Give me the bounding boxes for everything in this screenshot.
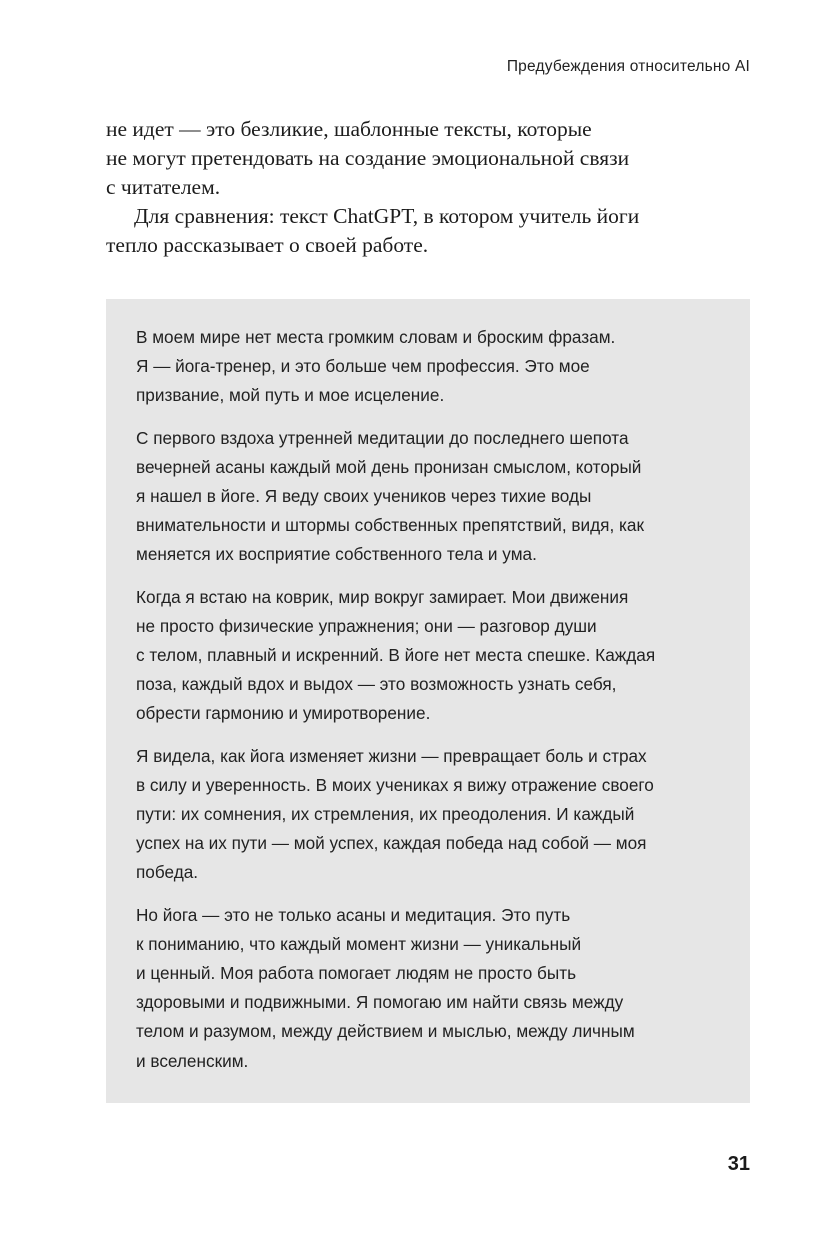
- quote-paragraph: [136, 742, 720, 888]
- quote-line: меняется их восприятие собственного тела и ума.: [136, 544, 537, 565]
- quote-line: с телом, плавный и искренний. В йоге нет места спешке. Каждая: [136, 645, 656, 666]
- quote-line: призвание, мой путь и мое исцеление.: [136, 385, 445, 406]
- quote-line: Я — йога-тренер, и это больше чем профессия. Это мое: [136, 356, 590, 377]
- quote-line: Я видела, как йога изменяет жизни — превращает боль и страх: [136, 745, 647, 766]
- quote-line: в силу и уверенность. В моих учениках я вижу отражение своего: [136, 774, 654, 795]
- quote-paragraph: [136, 583, 720, 729]
- quote-line: не просто физические упражнения; они — разговор души: [136, 615, 597, 636]
- body-text: [106, 115, 666, 260]
- chatgpt-quote-box: [106, 299, 750, 1103]
- quote-line: обрести гармонию и умиротворение.: [136, 703, 431, 724]
- body-line: Для сравнения: текст ChatGPT, в котором учитель йоги: [134, 204, 640, 228]
- quote-line: и ценный. Моя работа помогает людям не просто быть: [136, 963, 577, 984]
- body-line: не могут претендовать на создание эмоциональной связи: [106, 146, 630, 170]
- quote-line: победа.: [136, 862, 199, 883]
- quote-line: Но йога — это не только асаны и медитация. Это путь: [136, 904, 571, 925]
- quote-line: пути: их сомнения, их стремления, их преодоления. И каждый: [136, 804, 635, 825]
- quote-line: я нашел в йоге. Я веду своих учеников через тихие воды: [136, 486, 592, 507]
- quote-paragraph: [136, 901, 720, 1076]
- quote-line: Когда я встаю на коврик, мир вокруг замирает. Мои движения: [136, 586, 629, 607]
- quote-line: вечерней асаны каждый мой день пронизан смыслом, который: [136, 456, 642, 477]
- body-line: с читателем.: [106, 175, 221, 199]
- quote-line: успех на их пути — мой успех, каждая победа над собой — моя: [136, 833, 647, 854]
- quote-line: к пониманию, что каждый момент жизни — уникальный: [136, 933, 582, 954]
- body-line: не идет — это безликие, шаблонные тексты, которые: [106, 117, 592, 141]
- quote-line: и вселенским.: [136, 1050, 249, 1071]
- running-head: Предубеждения относительно AI: [506, 58, 750, 75]
- page-number: 31: [727, 1153, 750, 1175]
- quote-line: телом и разумом, между действием и мыслью, между личным: [136, 1021, 635, 1042]
- quote-line: внимательности и штормы собственных препятствий, видя, как: [136, 515, 644, 536]
- quote-paragraph: [136, 323, 720, 411]
- quote-line: В моем мире нет места громким словам и броским фразам.: [136, 327, 616, 347]
- quote-paragraph: [136, 424, 720, 570]
- body-line: тепло рассказывает о своей работе.: [106, 233, 429, 257]
- quote-line: поза, каждый вдох и выдох — это возможность узнать себя,: [136, 674, 617, 695]
- quote-line: С первого вздоха утренней медитации до последнего шепота: [136, 427, 629, 448]
- quote-line: здоровыми и подвижными. Я помогаю им найти связь между: [136, 992, 624, 1013]
